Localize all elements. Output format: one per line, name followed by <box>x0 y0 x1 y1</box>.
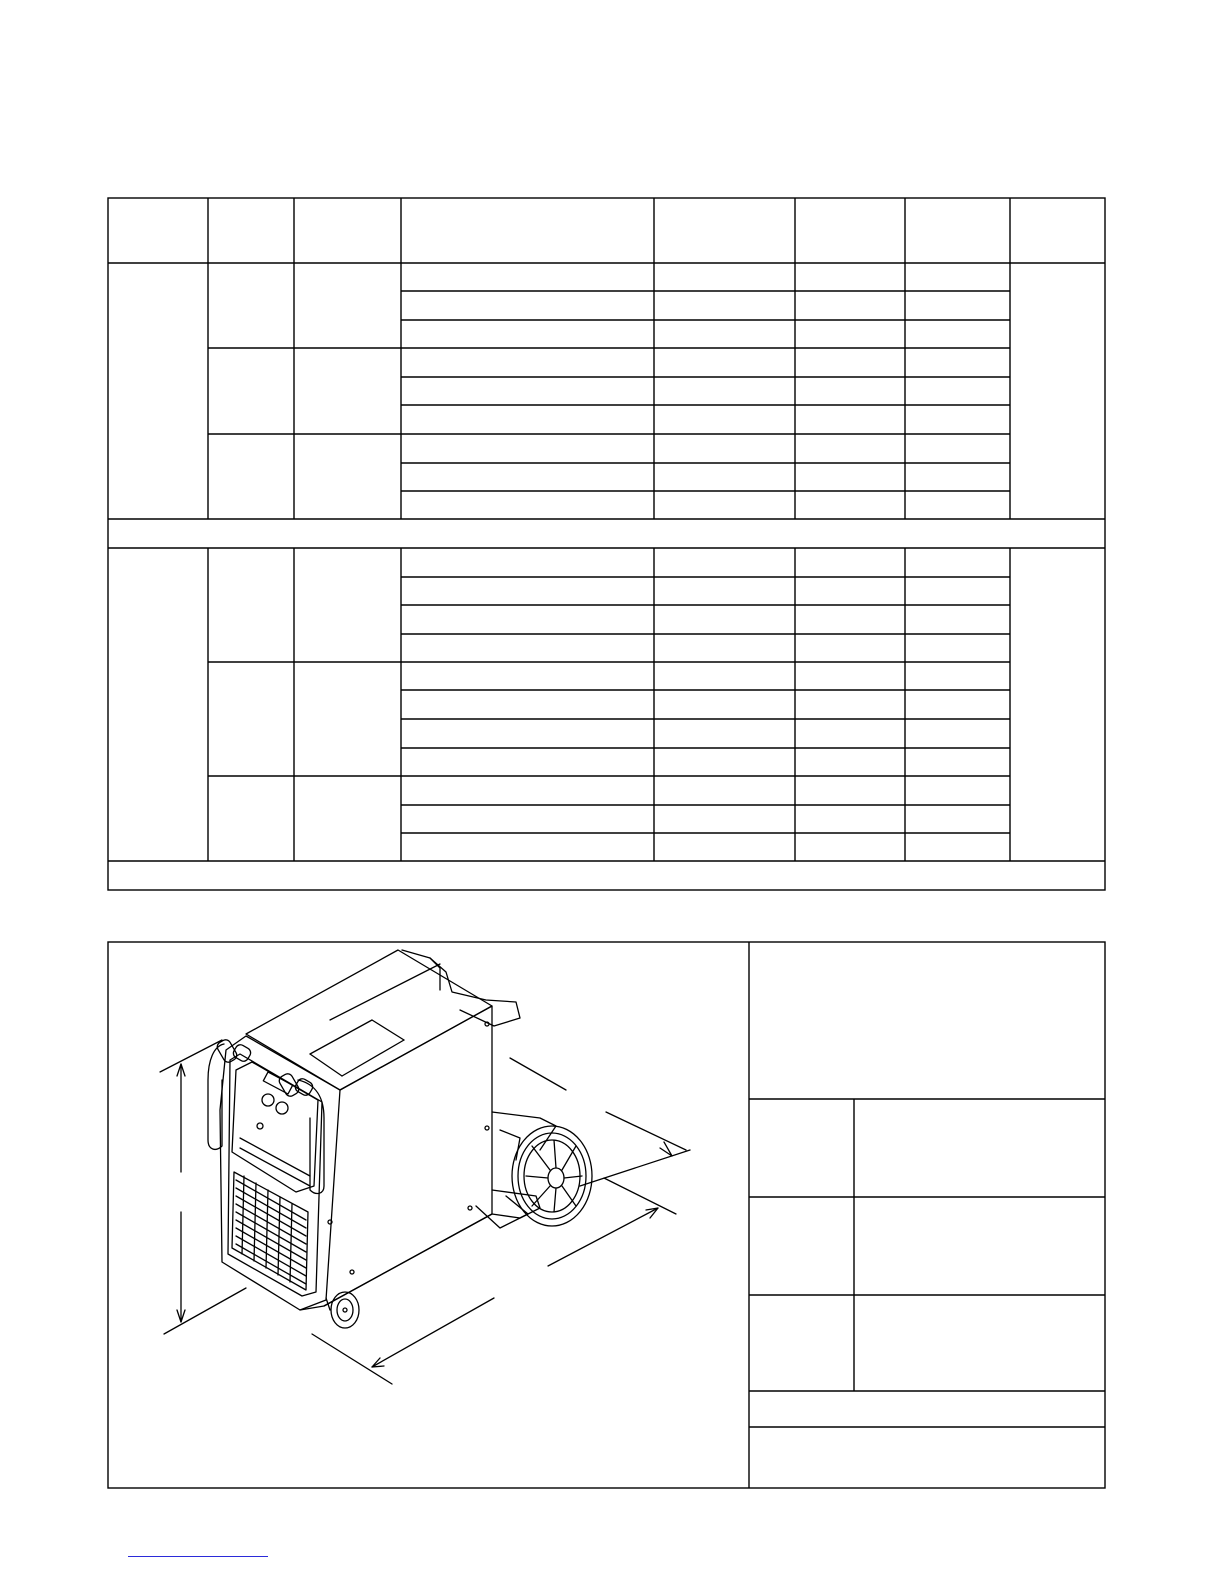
spec-table <box>108 198 1105 890</box>
rear-wheel-icon <box>512 1126 592 1226</box>
control-panel <box>232 1062 318 1192</box>
width-dimension-line <box>312 1298 494 1384</box>
spec-table-border <box>108 198 1105 890</box>
footer-link-underline[interactable] <box>128 1556 268 1557</box>
depth-dimension-lines <box>510 1058 690 1266</box>
cabinet-top <box>246 950 492 1090</box>
running-gear-base <box>300 1190 540 1310</box>
cabinet-side <box>324 1006 492 1306</box>
front-caster-icon <box>326 1292 359 1328</box>
front-grille <box>232 1172 308 1290</box>
control-knob-icon <box>262 1094 274 1106</box>
left-handle <box>208 1044 224 1149</box>
dimensions-panel <box>108 942 1105 1488</box>
dimensions-panel-border <box>108 942 1105 1488</box>
welding-machine-illustration <box>160 950 690 1384</box>
